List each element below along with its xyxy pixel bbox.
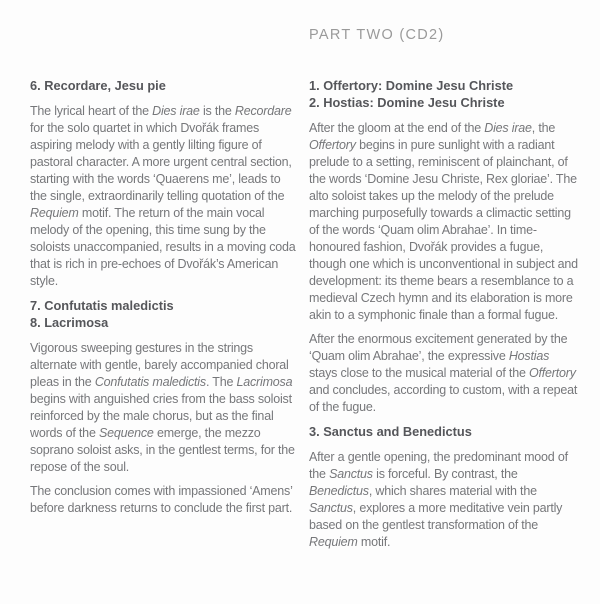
left-column bbox=[30, 77, 296, 524]
paragraph: The lyrical heart of the Dies irae is the Recordare for the solo quartet in which Dvořák frames aspiring melody with a gently lilting figure of pastoral character. A more urgent central section, starting with the words ‘Quaerens me’, leads to the single, extraordinarily telling quotation of the Requiem motif. The return of the main vocal melody of the opening, this time sung by the soloists unaccompanied, results in a moving coda that is rich in pre-echoes of Dvořák’s American style. bbox=[30, 104, 296, 288]
section-heading-line: 2. Hostias: Domine Jesu Christe bbox=[309, 95, 505, 110]
paragraph: After the enormous excitement generated by the ‘Quam olim Abrahae’, the expressive Hostias stays close to the musical material of the Offertory and concludes, according to custom, with a repeat of the fugue. bbox=[309, 332, 578, 414]
paragraph: The conclusion comes with impassioned ‘Amens’ before darkness returns to conclude the first part. bbox=[30, 484, 293, 515]
section-heading bbox=[309, 423, 580, 440]
right-column bbox=[309, 77, 580, 558]
paragraph: After a gentle opening, the predominant mood of the Sanctus is forceful. By contrast, the Benedictus, which shares material with the Sanctus, explores a more meditative vein partly based on the gentlest transformation of the Requiem motif. bbox=[309, 450, 568, 549]
section-heading bbox=[309, 77, 580, 111]
section-heading-line: 8. Lacrimosa bbox=[30, 315, 109, 330]
section-heading-line: 1. Offertory: Domine Jesu Christe bbox=[309, 78, 514, 93]
section-recordare bbox=[30, 77, 296, 290]
page-title: PART TWO (CD2) bbox=[309, 27, 445, 43]
paragraph: Vigorous sweeping gestures in the strings alternate with gentle, barely accompanied choral pleas in the Confutatis maledictis. The Lacrimosa begins with anguished cries from the bass soloist reinforced by the male chorus, but as the final words of the Sequence emerge, the mezzo soprano soloist asks, in the gentlest terms, for the repose of the soul. bbox=[30, 341, 295, 474]
section-sanctus-benedictus bbox=[309, 423, 580, 551]
section-heading-line: 3. Sanctus and Benedictus bbox=[309, 424, 472, 439]
section-offertory-hostias bbox=[309, 77, 580, 416]
section-heading-line: 6. Recordare, Jesu pie bbox=[30, 78, 166, 93]
section-heading-line: 7. Confutatis maledictis bbox=[30, 298, 174, 313]
paragraph: After the gloom at the end of the Dies irae, the Offertory begins in pure sunlight with a radiant prelude to a setting, reminiscent of plainchant, of the words ‘Domine Jesu Christe, Rex gloriae’. The alto soloist takes up the melody of the prelude marching purposefully towards a climactic setting of the words ‘Quam olim Abrahae’. In time-honoured fashion, Dvořák provides a fugue, though one which is unconventional in subject and development: its theme bears a resemblance to a medieval Czech hymn and its elaboration is more akin to a symphonic finale than a formal fugue. bbox=[309, 121, 578, 322]
section-heading bbox=[30, 77, 296, 94]
section-confutatis-lacrimosa bbox=[30, 297, 296, 517]
section-heading bbox=[30, 297, 296, 331]
